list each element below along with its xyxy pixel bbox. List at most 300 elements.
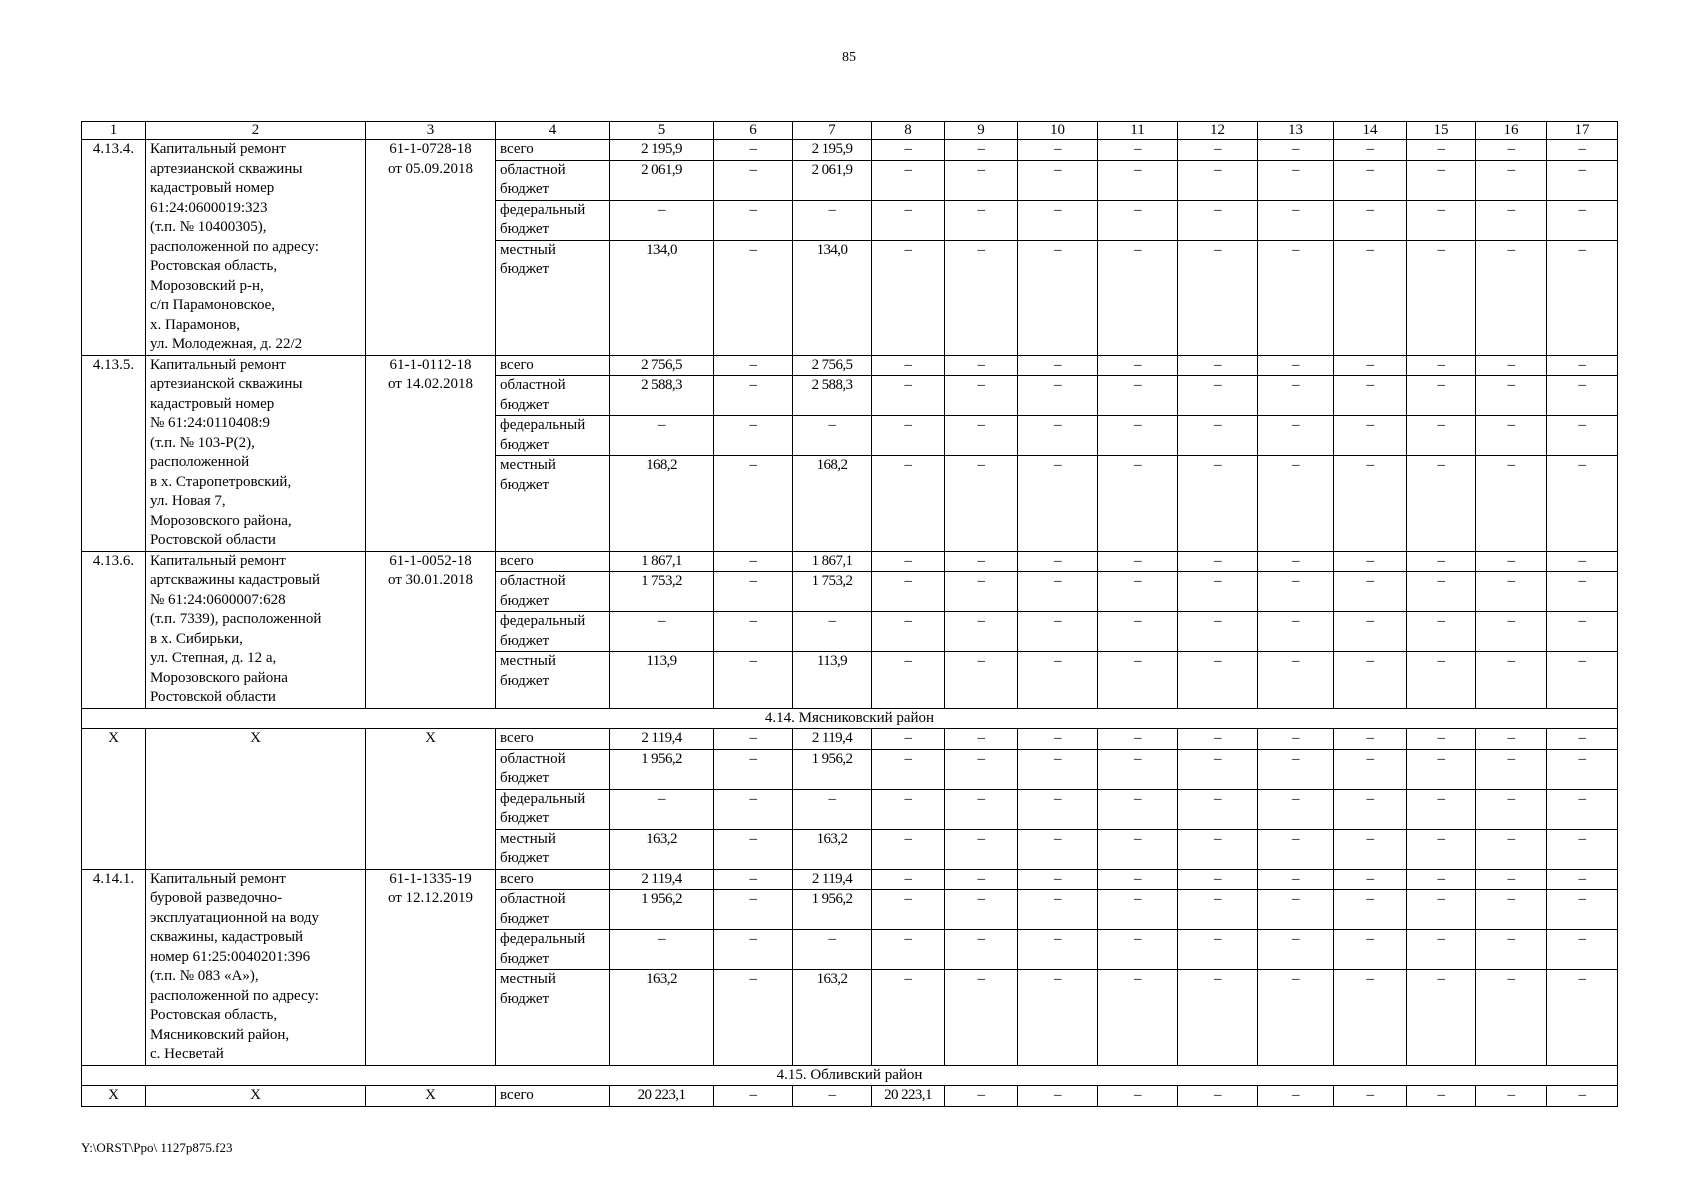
column-number-cell: 11: [1098, 122, 1178, 140]
item-number-cell: 4.14.1.: [82, 869, 146, 1065]
value-cell: –: [1258, 160, 1334, 200]
value-cell: –: [872, 829, 945, 869]
value-cell: –: [610, 789, 714, 829]
value-cell: 2 588,3: [793, 376, 872, 416]
value-cell: –: [1178, 749, 1258, 789]
value-cell: –: [945, 572, 1018, 612]
file-path-footer: Y:\ORST\Ppo\ 1127p875.f23: [81, 1140, 233, 1155]
value-cell: –: [793, 930, 872, 970]
value-cell: –: [945, 930, 1018, 970]
value-cell: –: [1258, 652, 1334, 709]
value-cell: –: [1098, 829, 1178, 869]
value-cell: –: [1547, 376, 1618, 416]
value-cell: –: [1178, 869, 1258, 890]
value-cell: –: [945, 829, 1018, 869]
value-cell: –: [1098, 572, 1178, 612]
value-cell: –: [872, 789, 945, 829]
value-cell: –: [1334, 1086, 1407, 1107]
value-cell: –: [1018, 240, 1098, 355]
document-number-cell: 61-1-0728-18 от 05.09.2018: [366, 140, 496, 356]
value-cell: –: [1334, 551, 1407, 572]
value-cell: –: [610, 612, 714, 652]
value-cell: –: [1178, 890, 1258, 930]
document-number-cell: X: [366, 729, 496, 870]
value-cell: –: [1098, 652, 1178, 709]
page-number: 85: [842, 50, 856, 65]
funding-source-label: местный бюджет: [496, 456, 610, 552]
value-cell: –: [1178, 140, 1258, 161]
value-cell: 2 119,4: [610, 729, 714, 750]
value-cell: 2 756,5: [610, 355, 714, 376]
value-cell: –: [1098, 376, 1178, 416]
value-cell: –: [793, 789, 872, 829]
value-cell: –: [1258, 970, 1334, 1066]
column-number-cell: 5: [610, 122, 714, 140]
value-cell: –: [1334, 456, 1407, 552]
column-number-cell: 2: [146, 122, 366, 140]
value-cell: –: [1018, 749, 1098, 789]
value-cell: –: [1476, 140, 1547, 161]
value-cell: 1 753,2: [793, 572, 872, 612]
funding-source-label: местный бюджет: [496, 652, 610, 709]
value-cell: –: [1178, 200, 1258, 240]
table-row: [82, 551, 1618, 572]
value-cell: –: [1178, 789, 1258, 829]
funding-source-label: областной бюджет: [496, 749, 610, 789]
value-cell: –: [1178, 456, 1258, 552]
value-cell: –: [1098, 869, 1178, 890]
value-cell: –: [1334, 160, 1407, 200]
value-cell: –: [1258, 612, 1334, 652]
value-cell: 1 956,2: [793, 749, 872, 789]
value-cell: –: [1018, 729, 1098, 750]
value-cell: –: [1547, 456, 1618, 552]
value-cell: –: [1178, 240, 1258, 355]
value-cell: –: [1407, 572, 1476, 612]
value-cell: –: [714, 551, 793, 572]
value-cell: –: [1547, 572, 1618, 612]
value-cell: –: [1476, 160, 1547, 200]
column-number-cell: 17: [1547, 122, 1618, 140]
value-cell: –: [1098, 789, 1178, 829]
value-cell: 2 119,4: [793, 729, 872, 750]
value-cell: 134,0: [793, 240, 872, 355]
value-cell: –: [610, 416, 714, 456]
column-number-cell: 13: [1258, 122, 1334, 140]
value-cell: –: [1018, 456, 1098, 552]
value-cell: –: [1407, 970, 1476, 1066]
value-cell: –: [1018, 200, 1098, 240]
value-cell: –: [945, 869, 1018, 890]
value-cell: –: [1407, 1086, 1476, 1107]
value-cell: 1 956,2: [793, 890, 872, 930]
value-cell: –: [1258, 829, 1334, 869]
value-cell: –: [1407, 829, 1476, 869]
section-title: 4.15. Обливский район: [82, 1065, 1618, 1086]
value-cell: –: [1334, 930, 1407, 970]
value-cell: 2 756,5: [793, 355, 872, 376]
value-cell: –: [1018, 416, 1098, 456]
value-cell: 1 867,1: [793, 551, 872, 572]
column-number-cell: 14: [1334, 122, 1407, 140]
value-cell: –: [1098, 970, 1178, 1066]
column-number-cell: 9: [945, 122, 1018, 140]
value-cell: 1 956,2: [610, 890, 714, 930]
value-cell: –: [1334, 652, 1407, 709]
value-cell: –: [1476, 930, 1547, 970]
value-cell: –: [714, 355, 793, 376]
value-cell: –: [1178, 551, 1258, 572]
value-cell: 1 867,1: [610, 551, 714, 572]
value-cell: –: [945, 200, 1018, 240]
value-cell: –: [1178, 652, 1258, 709]
value-cell: –: [1547, 749, 1618, 789]
value-cell: –: [1334, 376, 1407, 416]
funding-source-label: местный бюджет: [496, 970, 610, 1066]
object-name-cell: Капитальный ремонт артезианской скважины кадастровый номер № 61:24:0110408:9 (т.п. № 103-Р(2), расположенной в х. Старопетровский, ул. Новая 7, Морозовского района, Ростовской области: [146, 355, 366, 551]
value-cell: –: [1476, 355, 1547, 376]
column-number-cell: 4: [496, 122, 610, 140]
funding-source-label: федеральный бюджет: [496, 416, 610, 456]
value-cell: –: [1476, 416, 1547, 456]
value-cell: –: [1334, 140, 1407, 161]
value-cell: –: [1334, 200, 1407, 240]
value-cell: –: [714, 200, 793, 240]
table-row: [82, 729, 1618, 750]
value-cell: 2 195,9: [610, 140, 714, 161]
value-cell: 1 753,2: [610, 572, 714, 612]
funding-source-label: федеральный бюджет: [496, 200, 610, 240]
value-cell: –: [1407, 789, 1476, 829]
value-cell: –: [714, 240, 793, 355]
value-cell: –: [1476, 652, 1547, 709]
value-cell: 2 061,9: [610, 160, 714, 200]
value-cell: –: [1476, 376, 1547, 416]
value-cell: –: [1407, 930, 1476, 970]
value-cell: –: [1018, 789, 1098, 829]
value-cell: –: [1476, 829, 1547, 869]
value-cell: –: [1018, 829, 1098, 869]
value-cell: 163,2: [793, 829, 872, 869]
value-cell: –: [1547, 729, 1618, 750]
value-cell: –: [1098, 749, 1178, 789]
funding-source-label: всего: [496, 355, 610, 376]
column-number-cell: 10: [1018, 122, 1098, 140]
value-cell: –: [1098, 456, 1178, 552]
value-cell: 168,2: [793, 456, 872, 552]
value-cell: –: [1407, 551, 1476, 572]
value-cell: –: [1476, 612, 1547, 652]
funding-source-label: всего: [496, 551, 610, 572]
value-cell: 20 223,1: [872, 1086, 945, 1107]
value-cell: –: [1334, 572, 1407, 612]
value-cell: –: [1334, 869, 1407, 890]
column-number-cell: 12: [1178, 122, 1258, 140]
document-number-cell: 61-1-0052-18 от 30.01.2018: [366, 551, 496, 708]
value-cell: –: [714, 140, 793, 161]
value-cell: 163,2: [793, 970, 872, 1066]
value-cell: –: [1098, 1086, 1178, 1107]
table-row: [82, 869, 1618, 890]
value-cell: –: [1334, 416, 1407, 456]
value-cell: –: [1018, 376, 1098, 416]
value-cell: –: [872, 200, 945, 240]
value-cell: –: [1476, 890, 1547, 930]
value-cell: 168,2: [610, 456, 714, 552]
funding-source-label: местный бюджет: [496, 240, 610, 355]
value-cell: –: [1258, 930, 1334, 970]
value-cell: –: [1018, 869, 1098, 890]
value-cell: –: [1476, 729, 1547, 750]
value-cell: –: [1098, 240, 1178, 355]
value-cell: –: [1178, 612, 1258, 652]
table-row: [82, 1086, 1618, 1107]
value-cell: –: [1098, 160, 1178, 200]
value-cell: –: [1258, 890, 1334, 930]
value-cell: –: [793, 1086, 872, 1107]
value-cell: –: [872, 612, 945, 652]
value-cell: –: [1018, 551, 1098, 572]
value-cell: –: [1258, 416, 1334, 456]
funding-source-label: федеральный бюджет: [496, 612, 610, 652]
value-cell: –: [1098, 890, 1178, 930]
item-number-cell: 4.13.4.: [82, 140, 146, 356]
value-cell: –: [1018, 160, 1098, 200]
value-cell: –: [945, 749, 1018, 789]
value-cell: –: [872, 355, 945, 376]
value-cell: –: [1178, 160, 1258, 200]
column-number-cell: 3: [366, 122, 496, 140]
value-cell: –: [945, 456, 1018, 552]
value-cell: –: [1098, 551, 1178, 572]
value-cell: –: [1258, 749, 1334, 789]
value-cell: –: [714, 416, 793, 456]
document-number-cell: X: [366, 1086, 496, 1107]
funding-source-label: всего: [496, 1086, 610, 1107]
value-cell: –: [1334, 612, 1407, 652]
value-cell: –: [1547, 551, 1618, 572]
value-cell: –: [1258, 200, 1334, 240]
value-cell: –: [1476, 1086, 1547, 1107]
value-cell: –: [1258, 456, 1334, 552]
object-name-cell: X: [146, 729, 366, 870]
value-cell: –: [793, 200, 872, 240]
funding-source-label: федеральный бюджет: [496, 930, 610, 970]
item-number-cell: X: [82, 1086, 146, 1107]
column-number-cell: 6: [714, 122, 793, 140]
value-cell: –: [610, 200, 714, 240]
value-cell: –: [1547, 789, 1618, 829]
value-cell: 20 223,1: [610, 1086, 714, 1107]
funding-source-label: местный бюджет: [496, 829, 610, 869]
value-cell: –: [945, 652, 1018, 709]
value-cell: –: [1334, 729, 1407, 750]
value-cell: –: [1098, 612, 1178, 652]
document-number-cell: 61-1-0112-18 от 14.02.2018: [366, 355, 496, 551]
object-name-cell: X: [146, 1086, 366, 1107]
value-cell: –: [714, 376, 793, 416]
value-cell: –: [1178, 970, 1258, 1066]
object-name-cell: Капитальный ремонт буровой разведочно- эксплуатационной на воду скважины, кадастровый номер 61:25:0040201:396 (т.п. № 083 «А»), расположенной по адресу: Ростовская область, Мясниковский район, с. Несветай: [146, 869, 366, 1065]
value-cell: –: [714, 930, 793, 970]
document-number-cell: 61-1-1335-19 от 12.12.2019: [366, 869, 496, 1065]
value-cell: –: [1258, 1086, 1334, 1107]
value-cell: –: [1476, 749, 1547, 789]
value-cell: –: [1547, 140, 1618, 161]
value-cell: –: [1476, 869, 1547, 890]
value-cell: –: [1258, 789, 1334, 829]
value-cell: –: [1178, 355, 1258, 376]
value-cell: –: [1547, 652, 1618, 709]
value-cell: –: [1547, 829, 1618, 869]
value-cell: –: [1258, 729, 1334, 750]
value-cell: –: [1258, 869, 1334, 890]
value-cell: –: [1547, 240, 1618, 355]
value-cell: 163,2: [610, 829, 714, 869]
value-cell: –: [1547, 416, 1618, 456]
column-number-row: [82, 122, 1618, 140]
value-cell: –: [872, 930, 945, 970]
funding-source-label: всего: [496, 869, 610, 890]
value-cell: –: [714, 160, 793, 200]
object-name-cell: Капитальный ремонт артскважины кадастровый № 61:24:0600007:628 (т.п. 7339), расположенной в х. Сибирьки, ул. Степная, д. 12 а, Морозовского района Ростовской области: [146, 551, 366, 708]
value-cell: –: [1098, 355, 1178, 376]
value-cell: –: [1476, 572, 1547, 612]
value-cell: –: [1178, 829, 1258, 869]
value-cell: –: [945, 376, 1018, 416]
value-cell: –: [1018, 572, 1098, 612]
value-cell: –: [1098, 729, 1178, 750]
value-cell: –: [1547, 970, 1618, 1066]
value-cell: –: [1476, 789, 1547, 829]
value-cell: –: [1476, 240, 1547, 355]
funding-source-label: всего: [496, 729, 610, 750]
value-cell: –: [714, 789, 793, 829]
value-cell: –: [945, 551, 1018, 572]
value-cell: 1 956,2: [610, 749, 714, 789]
value-cell: –: [872, 572, 945, 612]
value-cell: –: [945, 890, 1018, 930]
value-cell: –: [1178, 376, 1258, 416]
value-cell: –: [714, 612, 793, 652]
value-cell: –: [1407, 612, 1476, 652]
value-cell: –: [1407, 200, 1476, 240]
value-cell: –: [1407, 240, 1476, 355]
value-cell: –: [714, 456, 793, 552]
value-cell: –: [1476, 200, 1547, 240]
value-cell: 2 119,4: [610, 869, 714, 890]
value-cell: –: [1258, 140, 1334, 161]
value-cell: –: [945, 140, 1018, 161]
column-number-cell: 7: [793, 122, 872, 140]
column-number-cell: 1: [82, 122, 146, 140]
value-cell: –: [1407, 376, 1476, 416]
funding-source-label: областной бюджет: [496, 572, 610, 612]
value-cell: –: [1178, 729, 1258, 750]
value-cell: –: [610, 930, 714, 970]
value-cell: –: [945, 240, 1018, 355]
item-number-cell: 4.13.6.: [82, 551, 146, 708]
value-cell: –: [1547, 355, 1618, 376]
value-cell: –: [1547, 612, 1618, 652]
section-header-row: [82, 708, 1618, 729]
section-header-row: [82, 1065, 1618, 1086]
value-cell: –: [1547, 869, 1618, 890]
value-cell: –: [1258, 572, 1334, 612]
value-cell: –: [1258, 355, 1334, 376]
value-cell: –: [872, 416, 945, 456]
funding-source-label: областной бюджет: [496, 376, 610, 416]
column-number-cell: 15: [1407, 122, 1476, 140]
value-cell: –: [1407, 160, 1476, 200]
value-cell: –: [1098, 140, 1178, 161]
value-cell: –: [872, 140, 945, 161]
value-cell: –: [714, 970, 793, 1066]
value-cell: –: [872, 551, 945, 572]
value-cell: –: [714, 749, 793, 789]
value-cell: –: [1407, 890, 1476, 930]
value-cell: –: [1407, 869, 1476, 890]
value-cell: –: [1407, 456, 1476, 552]
value-cell: –: [945, 355, 1018, 376]
value-cell: –: [793, 612, 872, 652]
value-cell: 113,9: [610, 652, 714, 709]
value-cell: –: [945, 160, 1018, 200]
item-number-cell: 4.13.5.: [82, 355, 146, 551]
funding-source-label: федеральный бюджет: [496, 789, 610, 829]
value-cell: –: [1334, 829, 1407, 869]
value-cell: –: [872, 970, 945, 1066]
value-cell: –: [1334, 789, 1407, 829]
value-cell: –: [1476, 970, 1547, 1066]
value-cell: –: [1178, 1086, 1258, 1107]
value-cell: –: [1018, 890, 1098, 930]
value-cell: –: [1407, 416, 1476, 456]
value-cell: –: [1098, 416, 1178, 456]
budget-table: [81, 121, 1618, 1107]
value-cell: –: [1476, 456, 1547, 552]
value-cell: –: [1018, 930, 1098, 970]
value-cell: –: [872, 376, 945, 416]
value-cell: –: [1178, 572, 1258, 612]
value-cell: –: [945, 416, 1018, 456]
value-cell: –: [714, 1086, 793, 1107]
table-row: [82, 140, 1618, 161]
value-cell: –: [1407, 355, 1476, 376]
value-cell: –: [1407, 652, 1476, 709]
value-cell: –: [1018, 1086, 1098, 1107]
funding-source-label: областной бюджет: [496, 160, 610, 200]
value-cell: –: [714, 890, 793, 930]
value-cell: –: [872, 652, 945, 709]
funding-source-label: всего: [496, 140, 610, 161]
value-cell: 163,2: [610, 970, 714, 1066]
value-cell: 2 195,9: [793, 140, 872, 161]
value-cell: –: [1258, 376, 1334, 416]
value-cell: –: [714, 652, 793, 709]
value-cell: –: [1547, 160, 1618, 200]
value-cell: –: [1334, 890, 1407, 930]
value-cell: –: [1018, 652, 1098, 709]
funding-source-label: областной бюджет: [496, 890, 610, 930]
item-number-cell: X: [82, 729, 146, 870]
value-cell: –: [714, 829, 793, 869]
value-cell: –: [1334, 355, 1407, 376]
object-name-cell: Капитальный ремонт артезианской скважины кадастровый номер 61:24:0600019:323 (т.п. № 10400305), расположенной по адресу: Ростовская область, Морозовский р-н, с/п Парамоновское, х. Парамонов, ул. Молодежная, д. 22/2: [146, 140, 366, 356]
value-cell: –: [872, 890, 945, 930]
value-cell: 134,0: [610, 240, 714, 355]
value-cell: –: [1178, 930, 1258, 970]
